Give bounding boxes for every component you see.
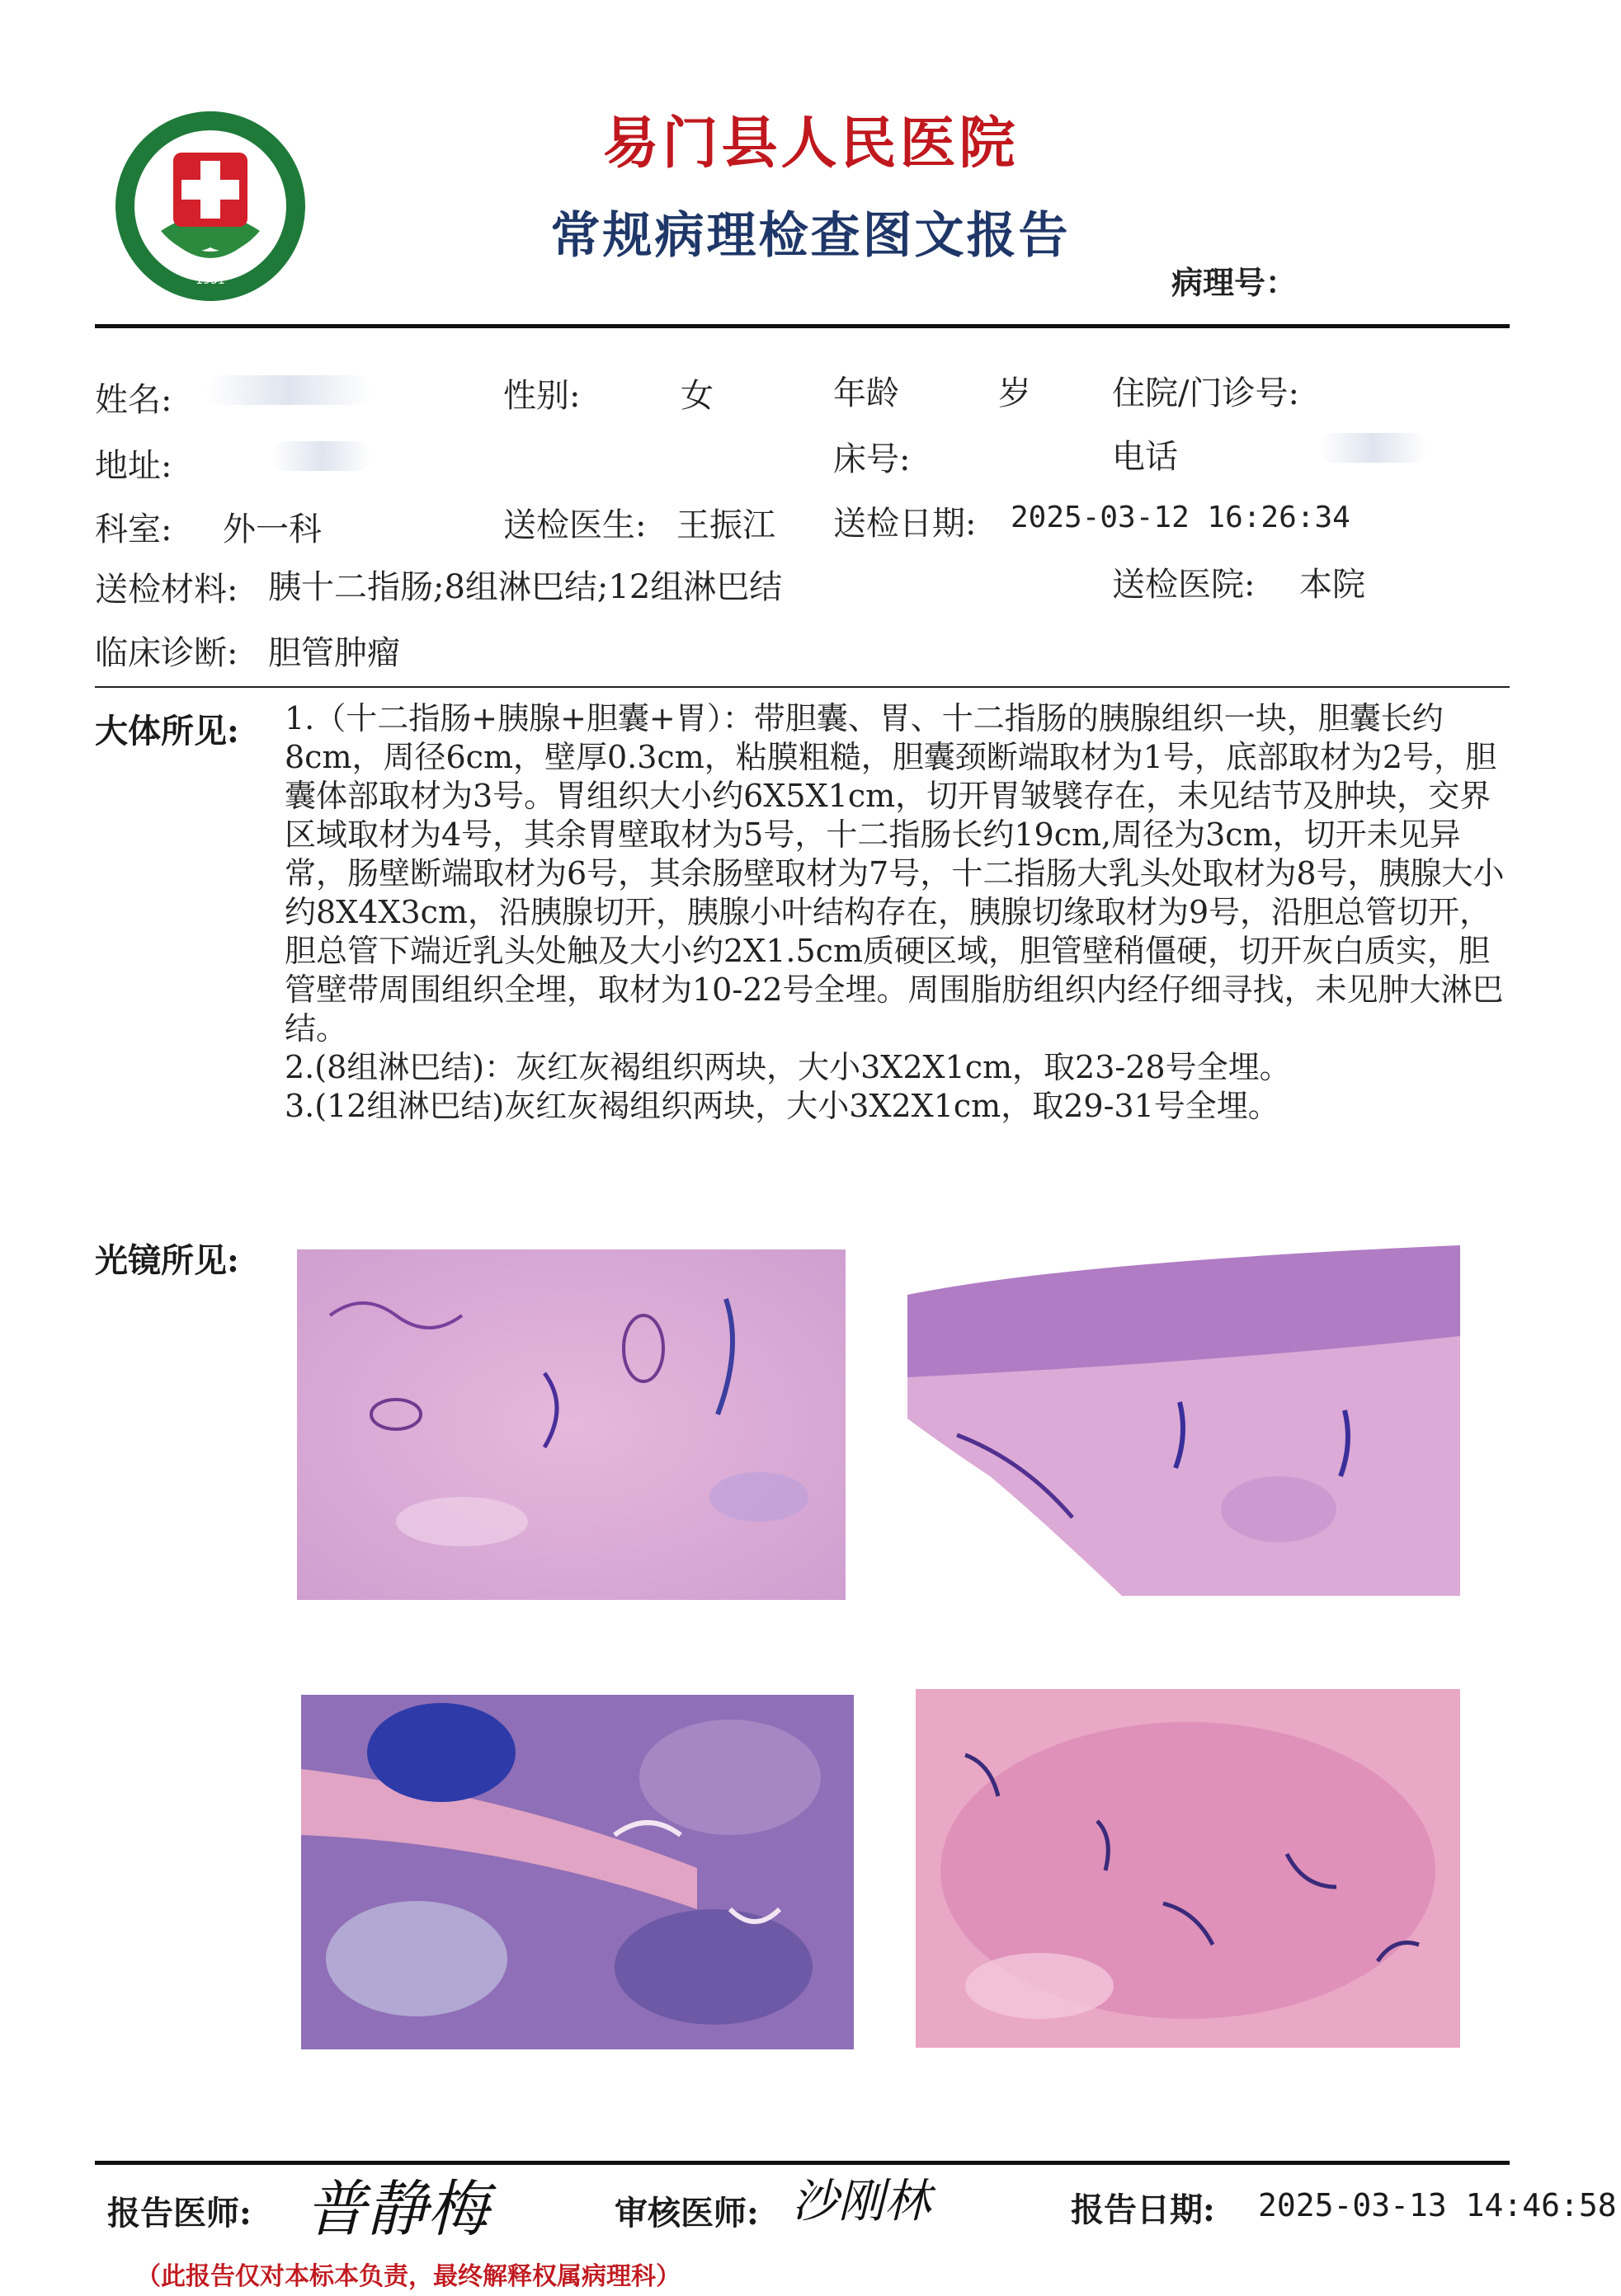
microscopy-label: 光镜所见: [95, 1241, 239, 1280]
material-label: 送检材料: [95, 571, 238, 609]
report-date-value: 2025-03-13 14:46:58 [1258, 2187, 1617, 2223]
submission-date-label: 送检日期: [833, 505, 977, 543]
age-unit: 岁 [998, 374, 1031, 412]
reporting-physician-signature: 普静梅 [305, 2174, 488, 2245]
phone-label: 电话 [1112, 438, 1178, 476]
gross-findings-text [285, 699, 1506, 1126]
submission-date-value: 2025-03-12 16:26:34 [1011, 501, 1350, 534]
address-label: 地址: [95, 447, 172, 485]
phone-redacted [1320, 433, 1427, 463]
micrograph-2 [907, 1245, 1460, 1596]
gross-findings-label: 大体所见: [95, 712, 239, 750]
logo-year: 1951 [196, 274, 225, 287]
name-redacted [206, 375, 371, 405]
report-title: 常规病理检查图文报告 [550, 207, 1071, 265]
micrograph-1 [297, 1249, 846, 1600]
referring-hospital-label: 送检医院: [1112, 566, 1256, 604]
reviewing-physician-label: 审核医师: [615, 2194, 759, 2232]
reviewing-physician-signature: 沙刚林 [792, 2175, 931, 2228]
department-value: 外一科 [223, 510, 322, 548]
referring-doctor-label: 送检医生: [503, 506, 647, 544]
micrograph-4 [916, 1689, 1460, 2048]
gross-paragraph-1: 1.（十二指肠+胰腺+胆囊+胃）：带胆囊、胃、十二指肠的胰腺组织一块，胆囊长约8cm，周径6cm，壁厚0.3cm，粘膜粗糙，胆囊颈断端取材为1号，底部取材为2号，胆囊体部取材为3号。胃组织大小约6X5X1cm，切开胃皱襞存在，未见结节及肿块，交界区域取材为4号，其余胃壁取材为5号，十二指肠长约19cm,周径为3cm，切开未见异常，肠壁断端取材为6号，其余肠壁取材为7号，十二指肠大乳头处取材为8号，胰腺大小约8X4X3cm，沿胰腺切开，胰腺小叶结构存在，胰腺切缘取材为9号，沿胆总管切开，胆总管下端近乳头处触及大小约2X1.5cm质硬区域，胆管壁稍僵硬，切开灰白质实，胆管壁带周围组织全埋，取材为10-22号全埋。周围脂肪组织内经仔细寻找，未见肿大淋巴结。 [285, 700, 1505, 1047]
name-label: 姓名: [95, 381, 172, 419]
pathology-number-label: 病理号： [1171, 264, 1298, 301]
micrograph-3 [301, 1695, 854, 2049]
clinical-diagnosis-label: 临床诊断: [95, 634, 238, 672]
gross-paragraph-2: 2.(8组淋巴结)：灰红灰褐组织两块，大小3X2X1cm，取23-28号全埋。 [285, 1049, 1291, 1085]
clinical-diagnosis-value: 胆管肿瘤 [268, 634, 400, 672]
bed-label: 床号: [833, 440, 911, 478]
department-label: 科室: [95, 510, 172, 548]
report-date-label: 报告日期: [1071, 2190, 1215, 2229]
gross-paragraph-3: 3.(12组淋巴结)灰红灰褐组织两块，大小3X2X1cm，取29-31号全埋。 [285, 1088, 1279, 1124]
age-label: 年龄 [833, 374, 899, 412]
referring-hospital-value: 本院 [1299, 566, 1365, 604]
sex-label: 性别: [503, 377, 581, 415]
inpatient-number-label: 住院/门诊号: [1112, 374, 1299, 412]
header-divider [95, 324, 1510, 328]
sex-value: 女 [681, 377, 714, 415]
info-divider [95, 686, 1510, 688]
disclaimer: （此报告仅对本标本负责，最终解释权属病理科） [136, 2262, 681, 2291]
referring-doctor-value: 王振江 [676, 506, 775, 544]
reporting-physician-label: 报告医师: [107, 2194, 252, 2232]
material-value: 胰十二指肠;8组淋巴结;12组淋巴结 [268, 568, 783, 606]
hospital-name: 易门县人民医院 [602, 111, 1019, 176]
address-redacted [272, 441, 371, 471]
